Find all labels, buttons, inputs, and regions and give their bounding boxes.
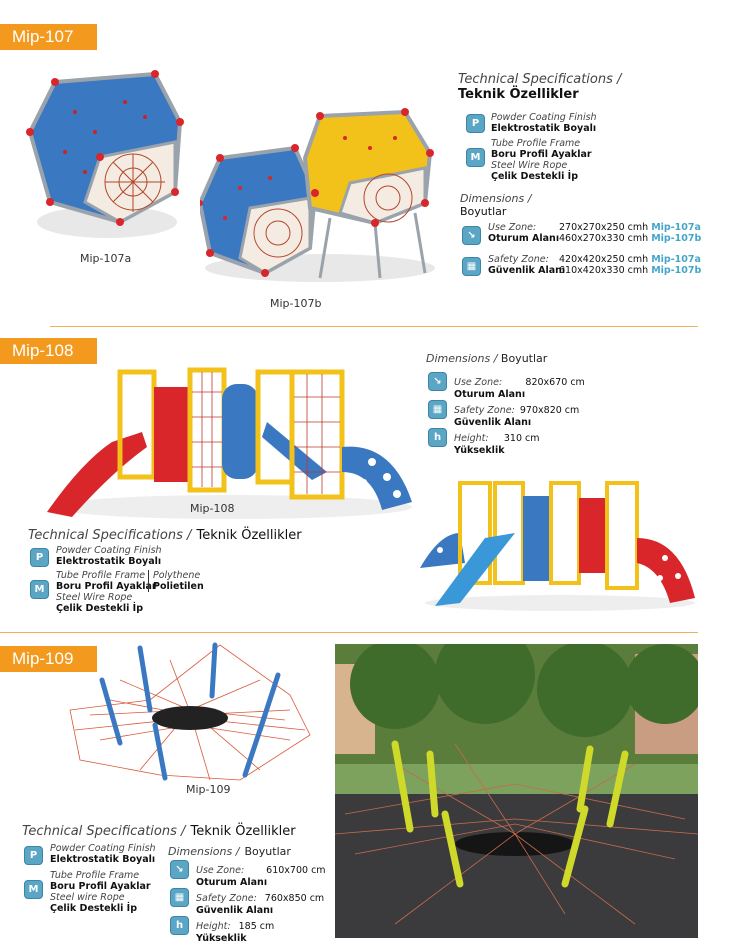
- mip-107-powder: Powder Coating Finish Elektrostatik Boyalı: [491, 112, 597, 134]
- mip-109-photo: [335, 644, 698, 938]
- mip-109-height: Height: 185 cm Yükseklik: [196, 921, 275, 944]
- height-icon: h: [428, 428, 447, 447]
- mip-107-safety-values: 420x420x250 cmh Mip-107a 610x420x330 cmh Mip-107b: [559, 254, 702, 276]
- mip-109-image: [60, 640, 320, 790]
- mip-108-powder: Powder Coating Finish Elektrostatik Boyalı: [56, 545, 162, 567]
- tube-frame-icon: M: [30, 580, 49, 599]
- tube-frame-icon: M: [466, 148, 485, 167]
- section-divider: [50, 326, 698, 327]
- section-divider: [0, 632, 698, 633]
- mip-107-use-values: 270x270x250 cmh Mip-107a 460x270x330 cmh Mip-107b: [559, 222, 702, 244]
- product-tag-mip-107: Mip-107: [0, 24, 97, 50]
- mip-108-dimensions-title: Dimensions / Boyutlar: [426, 352, 548, 365]
- mip-108-polythene: Polythene Polietilen: [148, 570, 204, 592]
- height-icon: h: [170, 916, 189, 935]
- mip-108-use-zone: Use Zone: 820x670 cm Oturum Alanı: [454, 377, 585, 400]
- product-tag-mip-109: Mip-109: [0, 646, 97, 672]
- powder-coating-icon: P: [30, 548, 49, 567]
- mip-109-safety-zone: Safety Zone: 760x850 cm Güvenlik Alanı: [196, 893, 325, 916]
- use-zone-icon: ↘: [170, 860, 189, 879]
- mip-108-tube: Tube Profile Frame Boru Profil Ayaklar Steel Wire Rope Çelik Destekli İp: [56, 570, 157, 614]
- tube-frame-icon: M: [24, 880, 43, 899]
- safety-zone-icon: ▦: [462, 257, 481, 276]
- use-zone-icon: ↘: [428, 372, 447, 391]
- mip-108-height: Height: 310 cm Yükseklik: [454, 433, 540, 456]
- mip-109-tube: Tube Profile Frame Boru Profil Ayaklar Steel wire Rope Çelik Destekli İp: [50, 870, 151, 914]
- use-zone-icon: ↘: [462, 226, 481, 245]
- mip-108-alt-image: [420, 478, 700, 613]
- mip-108-tech-title: Technical Specifications / Teknik Özellikler: [28, 528, 302, 543]
- powder-coating-icon: P: [24, 846, 43, 865]
- product-tag-mip-108: Mip-108: [0, 338, 97, 364]
- mip-107-safety-zone: Safety Zone: Güvenlik Alanı: [488, 254, 566, 276]
- mip-107a-caption: Mip-107a: [80, 252, 132, 265]
- mip-109-dimensions-title: Dimensions / Boyutlar: [168, 845, 291, 858]
- mip-109-tech-title: Technical Specifications / Teknik Özellikler: [22, 824, 296, 839]
- mip-107-tube: Tube Profile Frame Boru Profil Ayaklar Steel Wire Rope Çelik Destekli İp: [491, 138, 592, 182]
- mip-109-use-zone: Use Zone: 610x700 cm Oturum Alanı: [196, 865, 326, 888]
- mip-107a-image: [25, 62, 190, 252]
- mip-107b-caption: Mip-107b: [270, 297, 322, 310]
- powder-coating-icon: P: [466, 114, 485, 133]
- mip-109-caption: Mip-109: [186, 783, 231, 796]
- safety-zone-icon: ▦: [170, 888, 189, 907]
- mip-107-tech-title: Technical Specifications / Teknik Özellikler: [458, 72, 622, 102]
- mip-108-image: [42, 362, 417, 522]
- mip-108-caption: Mip-108: [190, 502, 235, 515]
- mip-108-safety-zone: Safety Zone: 970x820 cm Güvenlik Alanı: [454, 405, 580, 428]
- mip-107b-image: [200, 108, 440, 288]
- safety-zone-icon: ▦: [428, 400, 447, 419]
- mip-107-use-zone: Use Zone: Oturum Alanı: [488, 222, 560, 244]
- mip-107-dimensions-title: Dimensions / Boyutlar: [460, 192, 532, 218]
- mip-109-powder: Powder Coating Finish Elektrostatik Boyalı: [50, 843, 156, 865]
